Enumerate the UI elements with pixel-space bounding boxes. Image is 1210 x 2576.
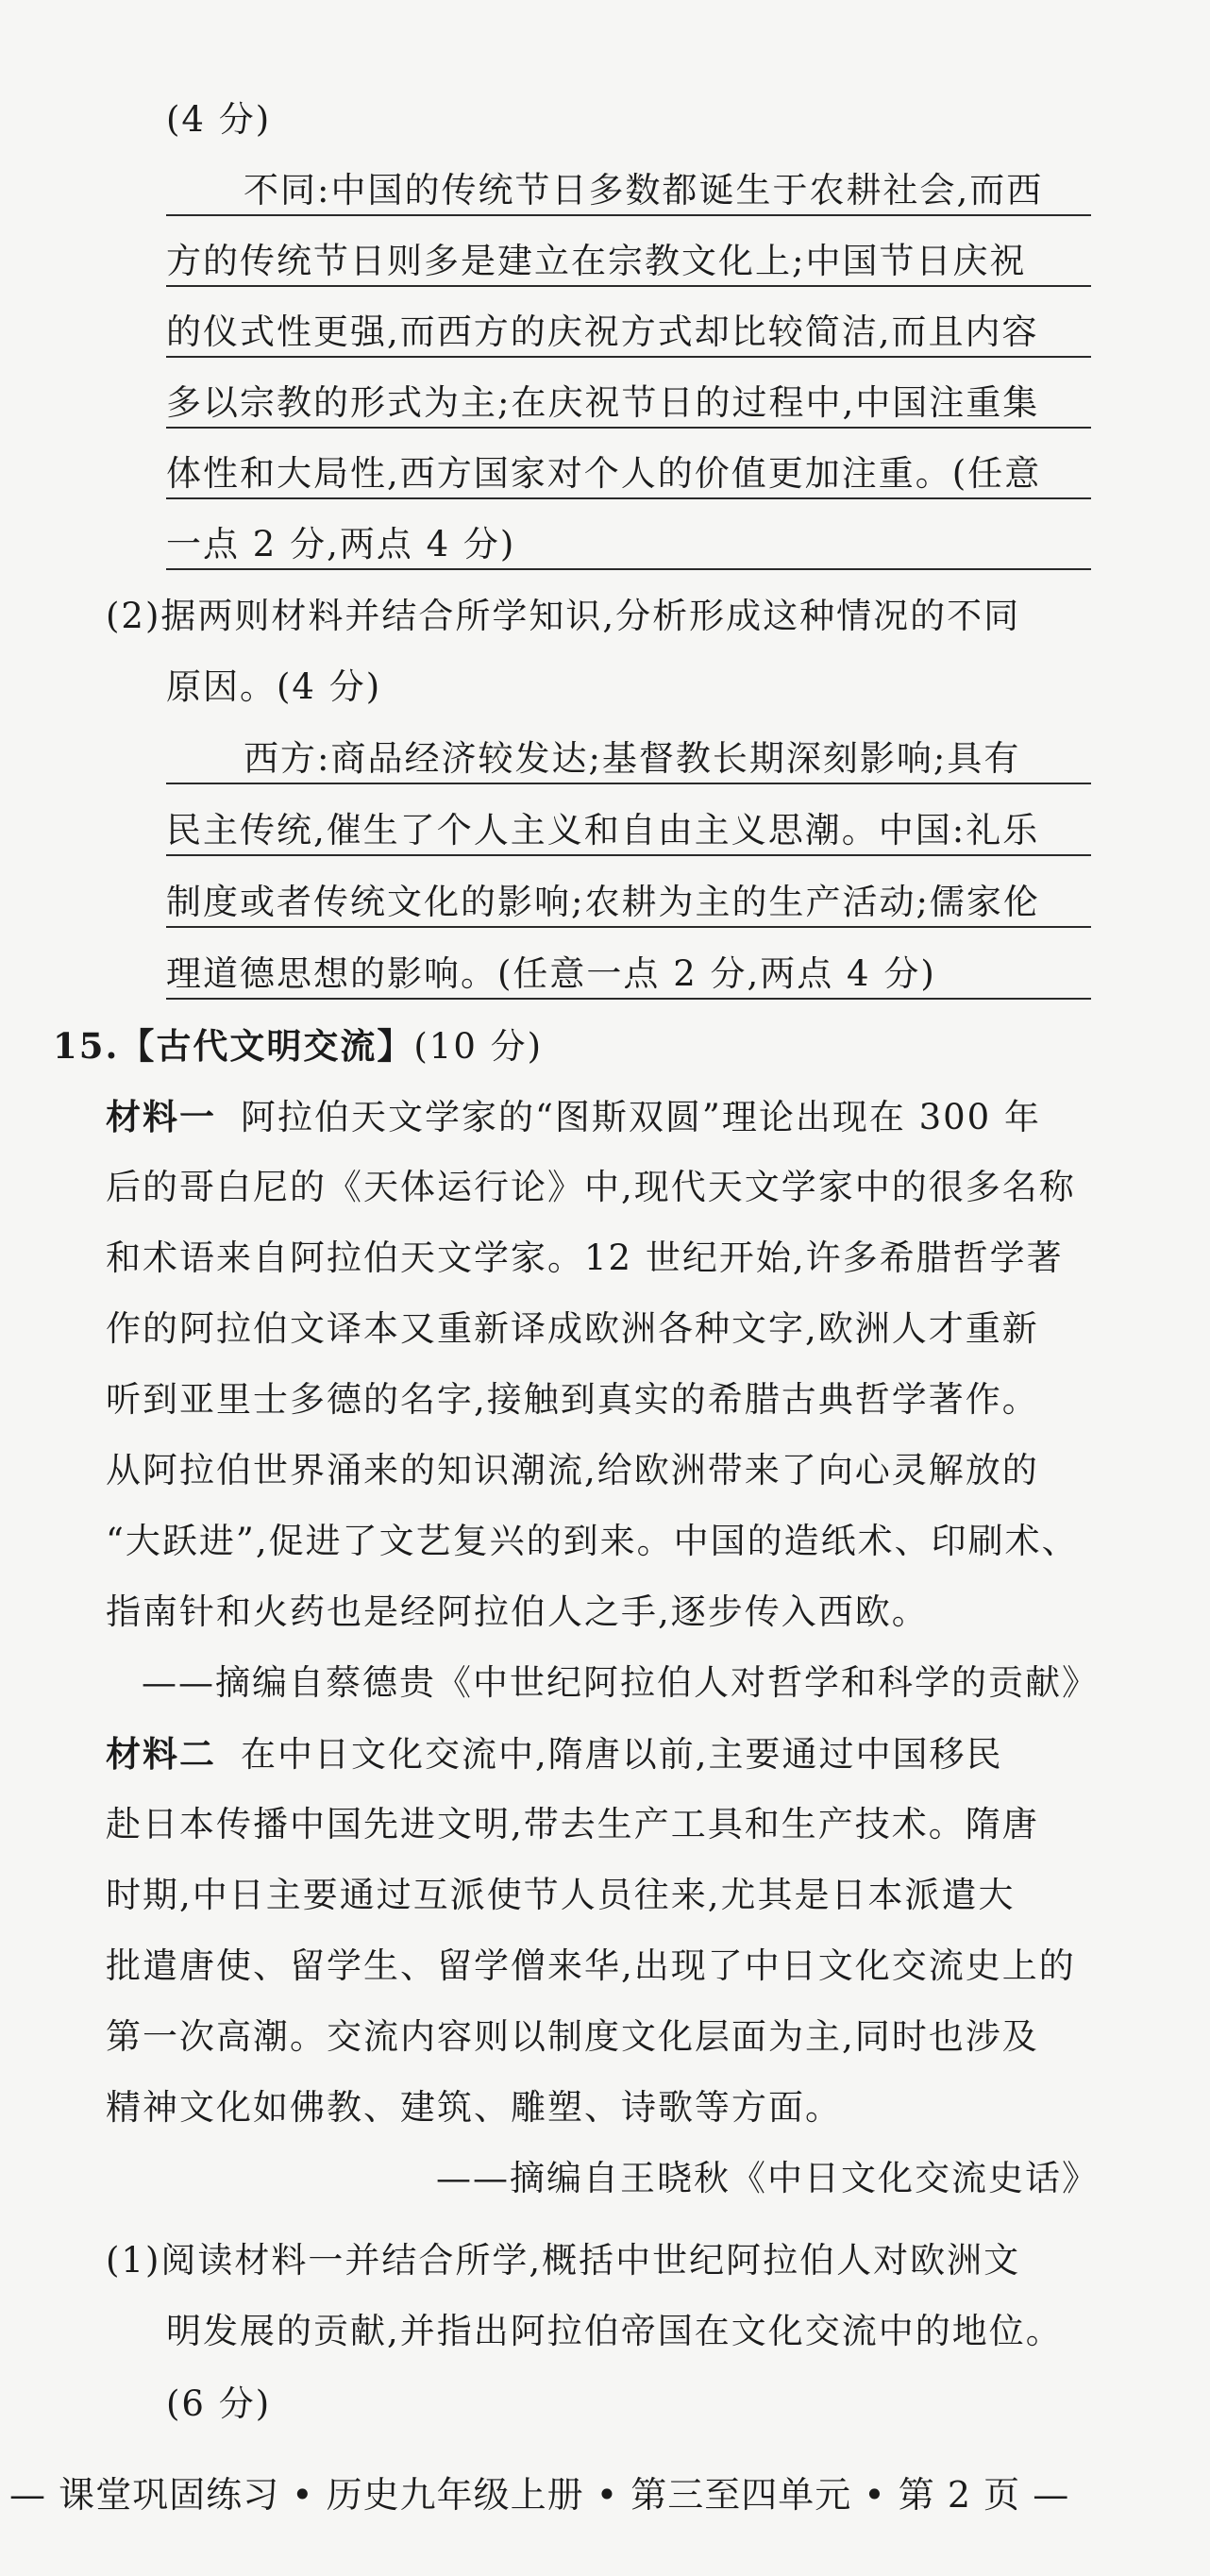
answer2-line: 西方:商品经济较发达;基督教长期深刻影响;具有 bbox=[166, 735, 1091, 784]
material2-label: 材料二 bbox=[106, 1733, 216, 1775]
question2-line: 原因。(4 分) bbox=[166, 666, 382, 707]
answer2-line: 民主传统,催生了个人主义和自由主义思潮。中国:礼乐 bbox=[166, 807, 1091, 856]
page-footer: — 课堂巩固练习 • 历史九年级上册 • 第三至四单元 • 第 2 页 — bbox=[9, 2474, 1070, 2516]
material2-source: ——摘编自王晓秋《中日文化交流史话》 bbox=[436, 2158, 1099, 2198]
q15-question1-score: (6 分) bbox=[166, 2383, 272, 2424]
material1-line: 听到亚里士多德的名字,接触到真实的希腊古典哲学著作。 bbox=[106, 1379, 1039, 1420]
answer1-line: 不同:中国的传统节日多数都诞生于农耕社会,而西 bbox=[166, 167, 1091, 216]
material1-line: 作的阿拉伯文译本又重新译成欧洲各种文字,欧洲人才重新 bbox=[106, 1308, 1039, 1349]
material1-line: 后的哥白尼的《天体运行论》中,现代天文学家中的很多名称 bbox=[106, 1167, 1076, 1207]
q15-number: 15. bbox=[53, 1025, 120, 1067]
material2-text: 在中日文化交流中,隋唐以前,主要通过中国移民 bbox=[241, 1734, 1003, 1775]
material2-first-line bbox=[106, 1730, 1003, 1777]
material1-line: 和术语来自阿拉伯天文学家。12 世纪开始,许多希腊哲学著 bbox=[106, 1237, 1064, 1278]
answer1-line: 多以宗教的形式为主;在庆祝节日的过程中,中国注重集 bbox=[166, 379, 1091, 429]
answer2-line: 制度或者传统文化的影响;农耕为主的生产活动;儒家伦 bbox=[166, 879, 1091, 928]
answer1-line: 体性和大局性,西方国家对个人的价值更加注重。(任意 bbox=[166, 450, 1091, 499]
material1-line: 从阿拉伯世界涌来的知识潮流,给欧洲带来了向心灵解放的 bbox=[106, 1450, 1039, 1490]
question2-line: (2)据两则材料并结合所学知识,分析形成这种情况的不同 bbox=[106, 596, 1021, 636]
material1-label: 材料一 bbox=[106, 1096, 216, 1137]
q15-question1-line: 明发展的贡献,并指出阿拉伯帝国在文化交流中的地位。 bbox=[166, 2311, 1063, 2351]
material2-line: 时期,中日主要通过互派使节人员往来,尤其是日本派遣大 bbox=[106, 1875, 1016, 1915]
material1-first-line bbox=[106, 1093, 1041, 1140]
material1-source: ——摘编自蔡德贵《中世纪阿拉伯人对哲学和科学的贡献》 bbox=[142, 1662, 1099, 1703]
answer1-line: 一点 2 分,两点 4 分) bbox=[166, 521, 1091, 570]
material2-line: 精神文化如佛教、建筑、雕塑、诗歌等方面。 bbox=[106, 2087, 842, 2128]
q15-heading bbox=[53, 1022, 543, 1069]
q15-question1-line: (1)阅读材料一并结合所学,概括中世纪阿拉伯人对欧洲文 bbox=[106, 2240, 1021, 2281]
q15-title: 【古代文明交流】 bbox=[119, 1025, 414, 1067]
material2-line: 第一次高潮。交流内容则以制度文化层面为主,同时也涉及 bbox=[106, 2016, 1039, 2057]
q1-score: (4 分) bbox=[166, 99, 272, 140]
material2-line: 赴日本传播中国先进文明,带去生产工具和生产技术。隋唐 bbox=[106, 1804, 1039, 1844]
answer1-line: 方的传统节日则多是建立在宗教文化上;中国节日庆祝 bbox=[166, 238, 1091, 287]
material1-line: 指南针和火药也是经阿拉伯人之手,逐步传入西欧。 bbox=[106, 1591, 929, 1632]
answer1-line: 的仪式性更强,而西方的庆祝方式却比较简洁,而且内容 bbox=[166, 309, 1091, 358]
answer2-line: 理道德思想的影响。(任意一点 2 分,两点 4 分) bbox=[166, 951, 1091, 1000]
q15-score: (10 分) bbox=[413, 1026, 544, 1067]
material1-text: 阿拉伯天文学家的“图斯双圆”理论出现在 300 年 bbox=[241, 1097, 1041, 1137]
material2-line: 批遣唐使、留学生、留学僧来华,出现了中日文化交流史上的 bbox=[106, 1945, 1076, 1986]
material1-line: “大跃进”,促进了文艺复兴的到来。中国的造纸术、印刷术、 bbox=[106, 1521, 1079, 1561]
